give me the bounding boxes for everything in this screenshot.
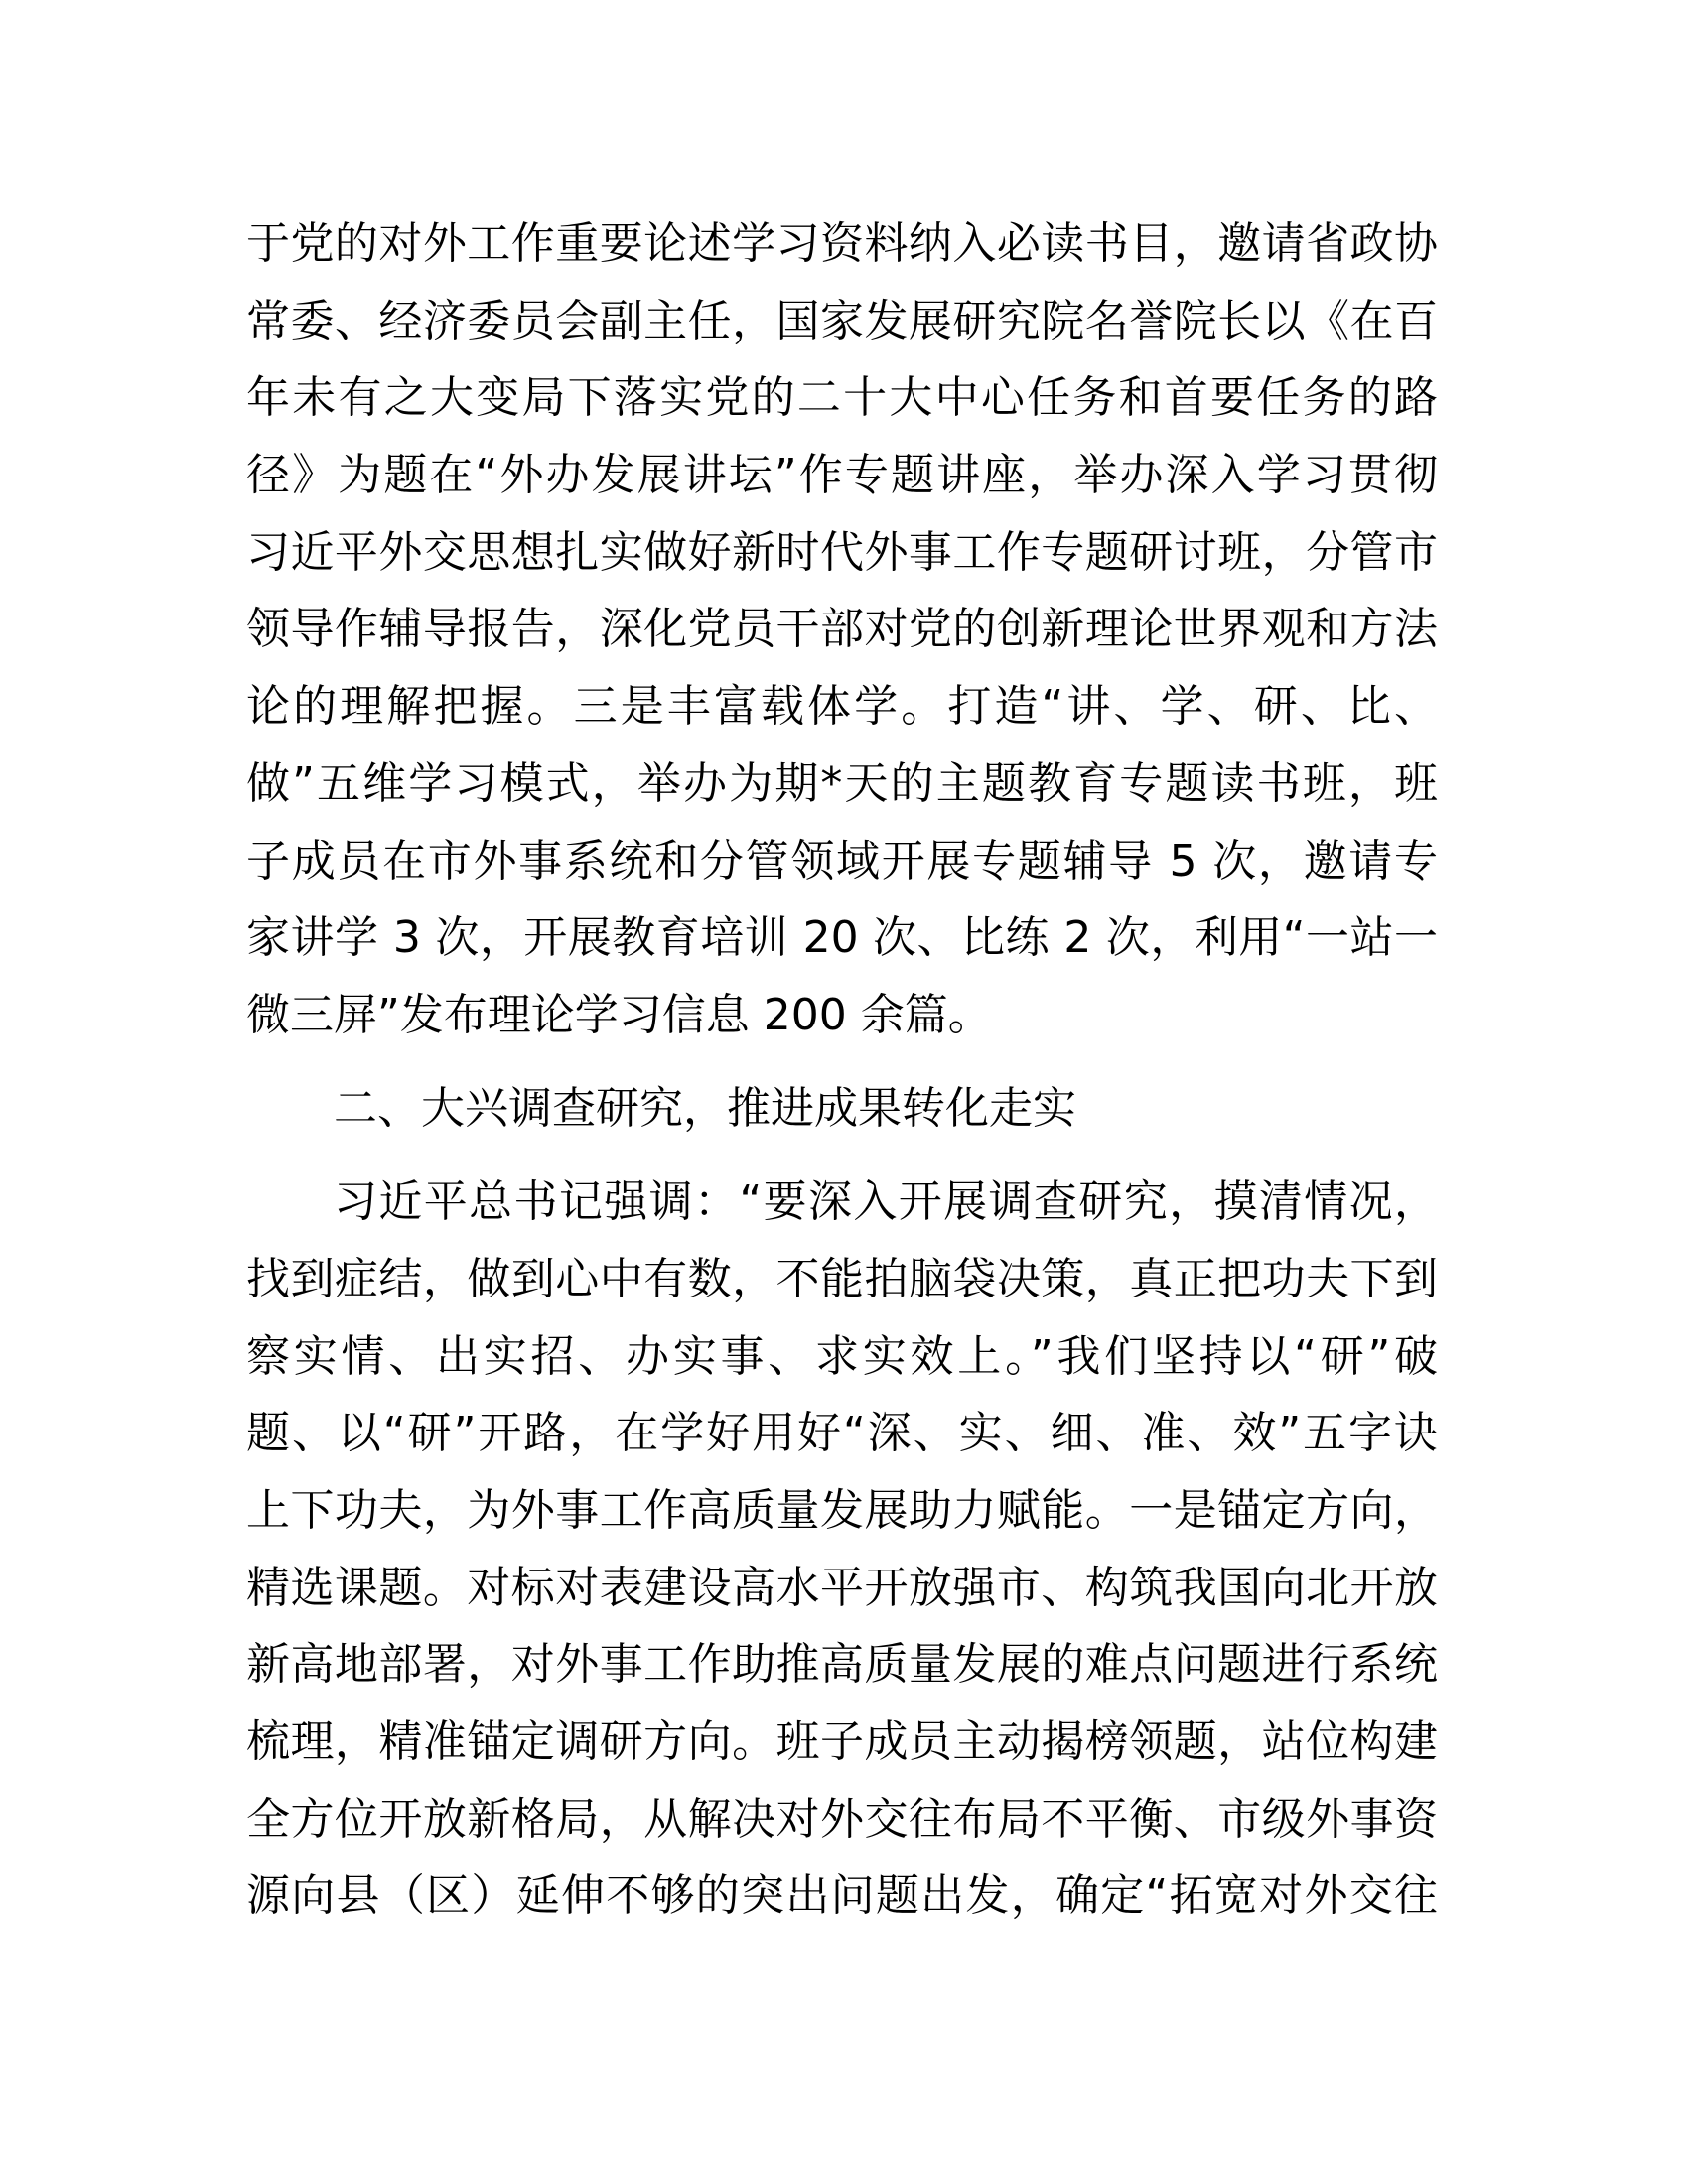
paragraph-study-continuation [246, 205, 1438, 1054]
document-page [246, 205, 1438, 1935]
text-line: 家讲学 3 次，开展教育培训 20 次、比练 2 次，利用“一站一 [246, 912, 1438, 964]
section-heading-text: 二、大兴调查研究，推进成果转化走实 [334, 1082, 1076, 1134]
text-line: 径》为题在“外办发展讲坛”作专题讲座，举办深入学习贯彻 [246, 450, 1438, 501]
paragraph-research [246, 1163, 1438, 1935]
text-line: 论的理解把握。三是丰富载体学。打造“讲、学、研、比、 [246, 681, 1438, 733]
text-line: 年未有之大变局下落实党的二十大中心任务和首要任务的路 [246, 372, 1438, 424]
text-line: 上下功夫，为外事工作高质量发展助力赋能。一是锚定方向， [246, 1485, 1438, 1536]
text-line: 梳理，精准锚定调研方向。班子成员主动揭榜领题，站位构建 [246, 1716, 1438, 1768]
text-line: 常委、经济委员会副主任，国家发展研究院名誉院长以《在百 [246, 295, 1438, 346]
text-line: 习近平总书记强调：“要深入开展调查研究，摸清情况， [334, 1176, 1438, 1228]
text-line: 于党的对外工作重要论述学习资料纳入必读书目，邀请省政协 [246, 218, 1438, 269]
text-line: 微三屏”发布理论学习信息 200 余篇。 [246, 989, 992, 1040]
text-line: 题、以“研”开路，在学好用好“深、实、细、准、效”五字诀 [246, 1408, 1438, 1459]
text-line: 全方位开放新格局，从解决对外交往布局不平衡、市级外事资 [246, 1793, 1438, 1844]
text-line: 找到症结，做到心中有数，不能拍脑袋决策，真正把功夫下到 [246, 1253, 1438, 1304]
section-heading [246, 1070, 1438, 1148]
text-line: 做”五维学习模式，举办为期*天的主题教育专题读书班，班 [246, 757, 1438, 809]
text-line: 习近平外交思想扎实做好新时代外事工作专题研讨班，分管市 [246, 526, 1438, 578]
text-line: 新高地部署，对外事工作助推高质量发展的难点问题进行系统 [246, 1639, 1438, 1691]
text-line: 源向县（区）延伸不够的突出问题出发，确定“拓宽对外交往 [246, 1870, 1438, 1922]
text-line: 子成员在市外事系统和分管领域开展专题辅导 5 次，邀请专 [246, 835, 1438, 887]
text-line: 领导作辅导报告，深化党员干部对党的创新理论世界观和方法 [246, 604, 1438, 655]
text-line: 精选课题。对标对表建设高水平开放强市、构筑我国向北开放 [246, 1562, 1438, 1613]
text-line: 察实情、出实招、办实事、求实效上。”我们坚持以“研”破 [246, 1330, 1438, 1382]
